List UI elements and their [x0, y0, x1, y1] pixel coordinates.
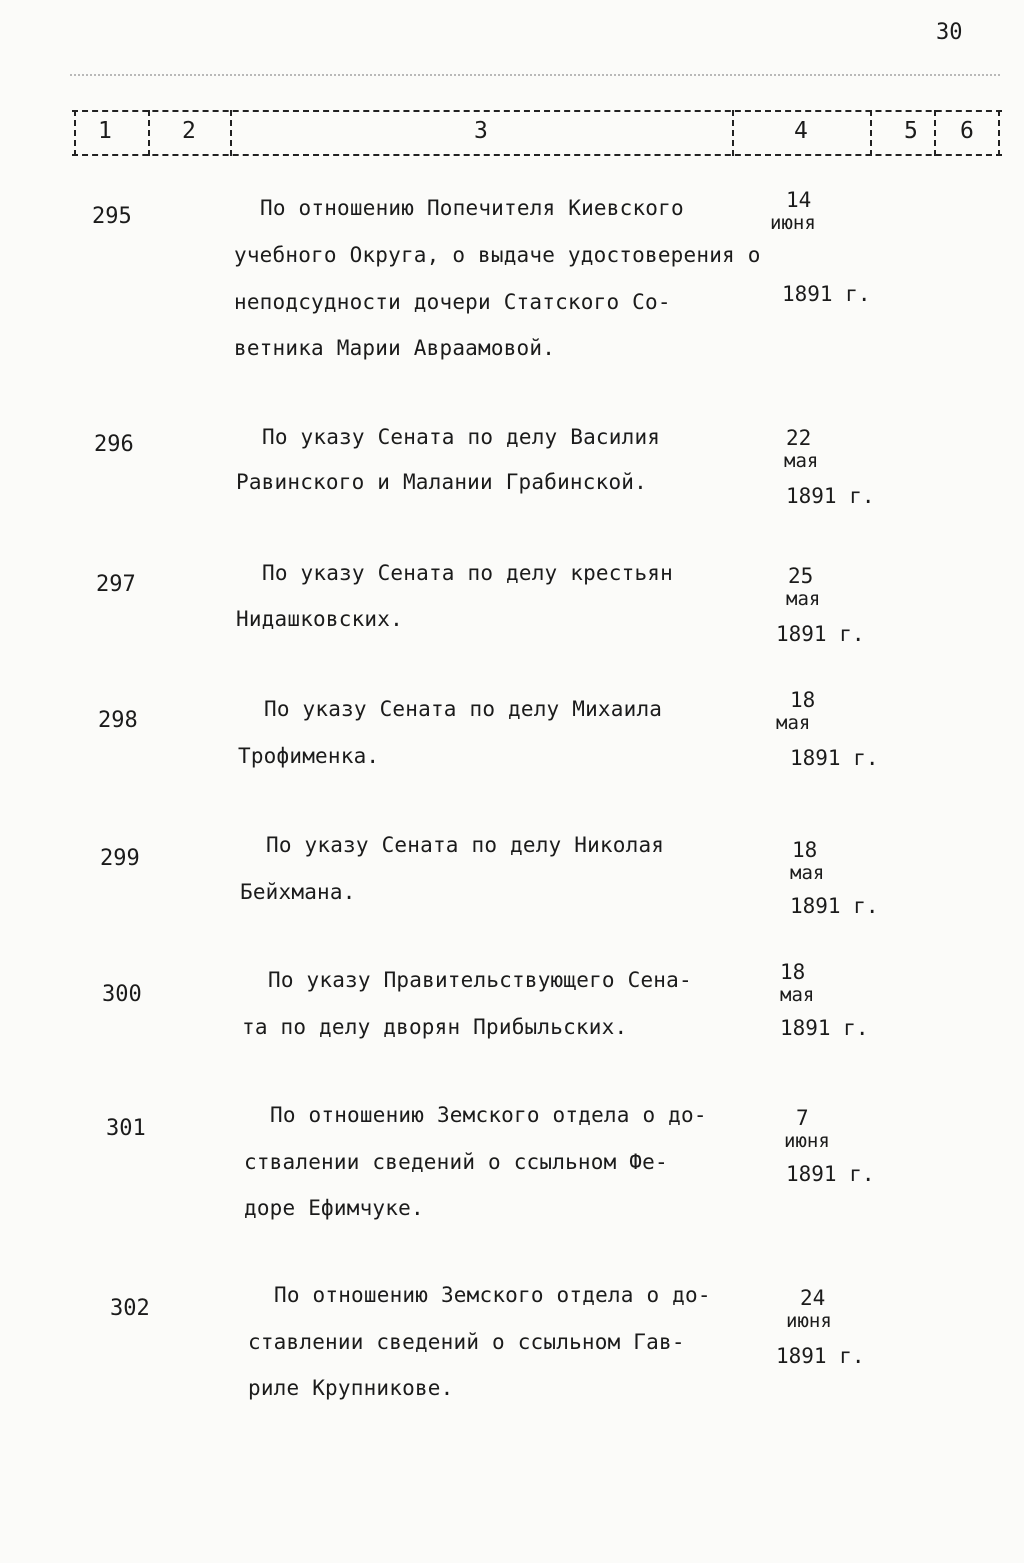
header-top-rule: [72, 110, 1002, 112]
header-separator: [732, 110, 734, 156]
entry-date-month: мая: [780, 984, 815, 1006]
entry-date-month: мая: [784, 450, 819, 472]
entry-date-year: 1891 г.: [786, 484, 875, 508]
entry-date-year: 1891 г.: [790, 894, 879, 918]
entry-date-year: 1891 г.: [780, 1016, 869, 1040]
entry-date-day: 18: [792, 838, 818, 862]
entry-text-line: ставлении сведений о ссыльном Гав-: [248, 1330, 685, 1354]
entry-date-year: 1891 г.: [782, 282, 871, 306]
column-5-header: 5: [904, 118, 918, 144]
entry-number: 302: [110, 1296, 150, 1321]
header-separator: [74, 110, 76, 156]
column-3-header: 3: [474, 118, 488, 144]
entry-text-line: учебного Округа, о выдаче удостоверения о: [234, 243, 761, 267]
entry-text-line: Нидашковских.: [236, 607, 403, 631]
column-1-header: 1: [98, 118, 112, 144]
entry-number: 297: [96, 572, 136, 597]
entry-date-month: мая: [786, 588, 821, 610]
header-separator: [870, 110, 872, 156]
entry-text-line: По указу Сената по делу Михаила: [264, 697, 663, 721]
entry-number: 301: [106, 1116, 146, 1141]
entry-text-line: По указу Сената по делу крестьян: [262, 561, 673, 585]
header-separator: [998, 110, 1000, 156]
entry-date-year: 1891 г.: [776, 622, 865, 646]
column-2-header: 2: [182, 118, 196, 144]
entry-text-line: риле Крупникове.: [248, 1376, 454, 1400]
column-6-header: 6: [960, 118, 974, 144]
entry-text-line: По отношению Земского отдела о до-: [274, 1283, 711, 1307]
entry-date-day: 24: [800, 1286, 826, 1310]
entry-text-line: По указу Правительствующего Сена-: [268, 968, 692, 992]
header-bottom-rule: [72, 154, 1002, 156]
entry-text-line: Трофименка.: [238, 744, 380, 768]
header-separator: [148, 110, 150, 156]
column-4-header: 4: [794, 118, 808, 144]
entry-date-day: 14: [786, 188, 812, 212]
entry-date-month: мая: [790, 862, 825, 884]
entry-text-line: доре Ефимчуке.: [244, 1196, 424, 1220]
entry-text-line: По отношению Земского отдела о до-: [270, 1103, 707, 1127]
entry-date-day: 18: [790, 688, 816, 712]
header-separator: [934, 110, 936, 156]
entry-date-day: 7: [796, 1106, 809, 1130]
dotted-rule: [70, 74, 1000, 76]
header-separator: [230, 110, 232, 156]
entry-date-month: мая: [776, 712, 811, 734]
entry-number: 298: [98, 708, 138, 733]
entry-date-month: июня: [784, 1130, 830, 1152]
entry-date-day: 22: [786, 426, 812, 450]
entry-date-month: июня: [786, 1310, 832, 1332]
entry-text-line: ствалении сведений о ссыльном Фе-: [244, 1150, 668, 1174]
page-number: 30: [936, 20, 963, 45]
column-header-row: [72, 110, 1002, 156]
entry-date-year: 1891 г.: [776, 1344, 865, 1368]
entry-text-line: ветника Марии Авраамовой.: [234, 336, 556, 360]
entry-number: 300: [102, 982, 142, 1007]
entry-number: 295: [92, 204, 132, 229]
entry-text-line: По указу Сената по делу Василия: [262, 425, 661, 449]
entry-text-line: неподсудности дочери Статского Со-: [234, 290, 671, 314]
entry-text-line: По указу Сената по делу Николая: [266, 833, 665, 857]
entry-date-month: июня: [770, 212, 816, 234]
entry-date-day: 25: [788, 564, 814, 588]
entry-text-line: По отношению Попечителя Киевского: [260, 196, 684, 220]
entry-text-line: та по делу дворян Прибыльских.: [242, 1015, 628, 1039]
entry-date-day: 18: [780, 960, 806, 984]
entry-date-year: 1891 г.: [786, 1162, 875, 1186]
entry-number: 296: [94, 432, 134, 457]
entry-text-line: Равинского и Малании Грабинской.: [236, 470, 647, 494]
entry-number: 299: [100, 846, 140, 871]
entry-text-line: Бейхмана.: [240, 880, 356, 904]
entry-date-year: 1891 г.: [790, 746, 879, 770]
